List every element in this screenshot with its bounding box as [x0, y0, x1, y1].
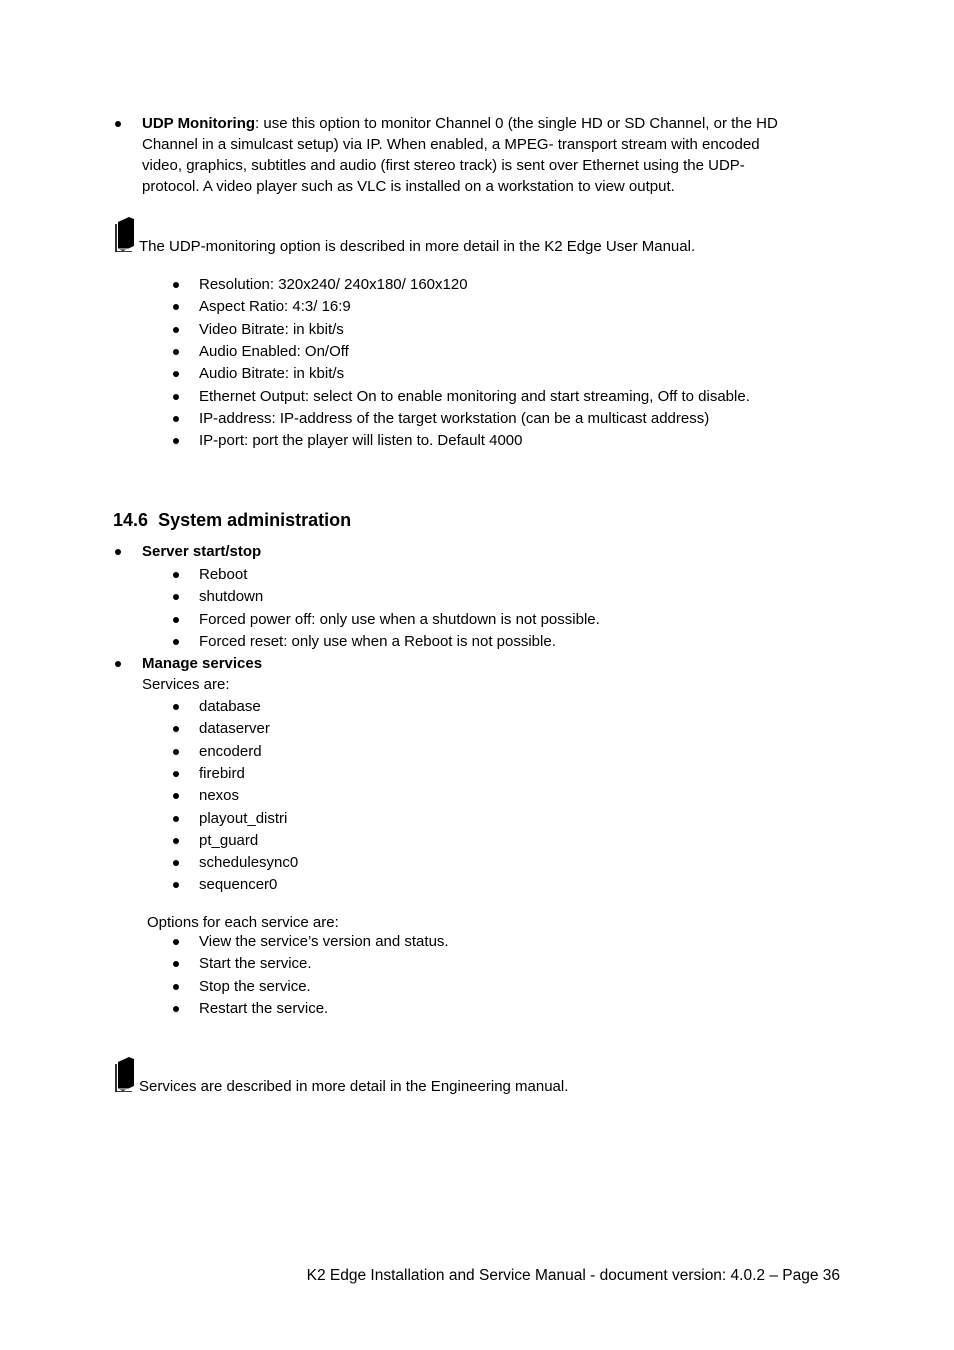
sub-bullet — [173, 882, 179, 888]
sub-bullet — [173, 939, 179, 945]
udp-term: UDP Monitoring — [142, 115, 256, 132]
sub-bullet — [173, 572, 179, 578]
list-item: Reboot — [199, 566, 248, 583]
bullet — [115, 549, 121, 555]
list-item: playout_distri — [199, 809, 288, 827]
sub-bullet — [173, 771, 179, 777]
bullet — [115, 661, 121, 667]
sub-bullet — [173, 704, 179, 710]
sub-bullet — [173, 838, 179, 844]
services-intro: Services are: — [142, 676, 230, 693]
list-item: Restart the service. — [199, 999, 329, 1017]
book-icon — [114, 1056, 136, 1092]
udp-paragraph-line-1 — [142, 113, 778, 134]
sub-bullet — [173, 349, 179, 355]
sub-bullet — [173, 860, 179, 866]
list-item: Audio Enabled: On/Off — [199, 342, 349, 360]
section-title: System administration — [158, 510, 352, 530]
list-item: database — [199, 698, 261, 715]
sub-bullet — [173, 438, 179, 444]
server-heading: Server start/stop — [142, 543, 262, 560]
list-item: schedulesync0 — [199, 854, 299, 872]
list-item: Forced power off: only use when a shutdown is not possible. — [199, 610, 600, 628]
list-item: View the service’s version and status. — [199, 933, 449, 950]
sub-bullet — [173, 617, 179, 623]
sub-bullet — [173, 1006, 179, 1012]
page-footer: K2 Edge Installation and Service Manual - document version: 4.0.2 – Page 36 — [306, 1267, 840, 1284]
sub-bullet — [173, 416, 179, 422]
udp-paragraph-line-2: Channel in a simulcast setup) via IP. When enabled, a MPEG- transport stream with encoded — [142, 136, 760, 153]
services-note: Services are described in more detail in the Engineering manual. — [139, 1078, 569, 1095]
list-item: Audio Bitrate: in kbit/s — [199, 365, 345, 383]
list-item: dataserver — [199, 720, 270, 738]
list-item: nexos — [199, 787, 240, 805]
section-number: 14.6 — [113, 510, 149, 530]
sub-bullet — [173, 726, 179, 732]
sub-bullet — [173, 394, 179, 400]
sub-bullet — [173, 961, 179, 967]
sub-bullet — [173, 594, 179, 600]
sub-bullet — [173, 816, 179, 822]
udp-paragraph-line-3: video, graphics, subtitles and audio (first stereo track) is sent over Ethernet using the UDP- — [142, 157, 745, 174]
list-item: Stop the service. — [199, 977, 311, 995]
services-heading: Manage services — [142, 655, 263, 672]
sub-bullet — [173, 984, 179, 990]
sub-bullet — [173, 304, 179, 310]
book-icon — [114, 216, 136, 252]
sub-bullet — [173, 639, 179, 645]
udp-text-1: : use this option to monitor Channel 0 (the single HD or SD Channel, or the HD — [255, 115, 778, 132]
services-options-intro: Options for each service are: — [147, 914, 339, 931]
sub-bullet — [173, 793, 179, 799]
list-item: pt_guard — [199, 831, 259, 849]
list-item: IP-address: IP-address of the target workstation (can be a multicast address) — [199, 409, 710, 427]
list-item: Video Bitrate: in kbit/s — [199, 320, 344, 338]
section-heading — [113, 510, 351, 531]
list-item: firebird — [199, 764, 245, 782]
udp-note: The UDP-monitoring option is described in more detail in the K2 Edge User Manual. — [139, 238, 696, 255]
bullet — [115, 121, 121, 127]
list-item: IP-port: port the player will listen to. Default 4000 — [199, 432, 523, 450]
sub-bullet — [173, 282, 179, 288]
list-item: Start the service. — [199, 955, 312, 973]
list-item: Ethernet Output: select On to enable monitoring and start streaming, Off to disable. — [199, 387, 750, 405]
sub-bullet — [173, 327, 179, 333]
list-item: Aspect Ratio: 4:3/ 16:9 — [199, 298, 351, 316]
list-item: shutdown — [199, 588, 264, 606]
sub-bullet — [173, 371, 179, 377]
list-item: encoderd — [199, 742, 262, 760]
list-item: sequencer0 — [199, 876, 278, 894]
list-item: Forced reset: only use when a Reboot is not possible. — [199, 632, 556, 650]
list-item: Resolution: 320x240/ 240x180/ 160x120 — [199, 276, 468, 293]
udp-paragraph-line-4: protocol. A video player such as VLC is installed on a workstation to view output. — [142, 178, 675, 195]
sub-bullet — [173, 749, 179, 755]
